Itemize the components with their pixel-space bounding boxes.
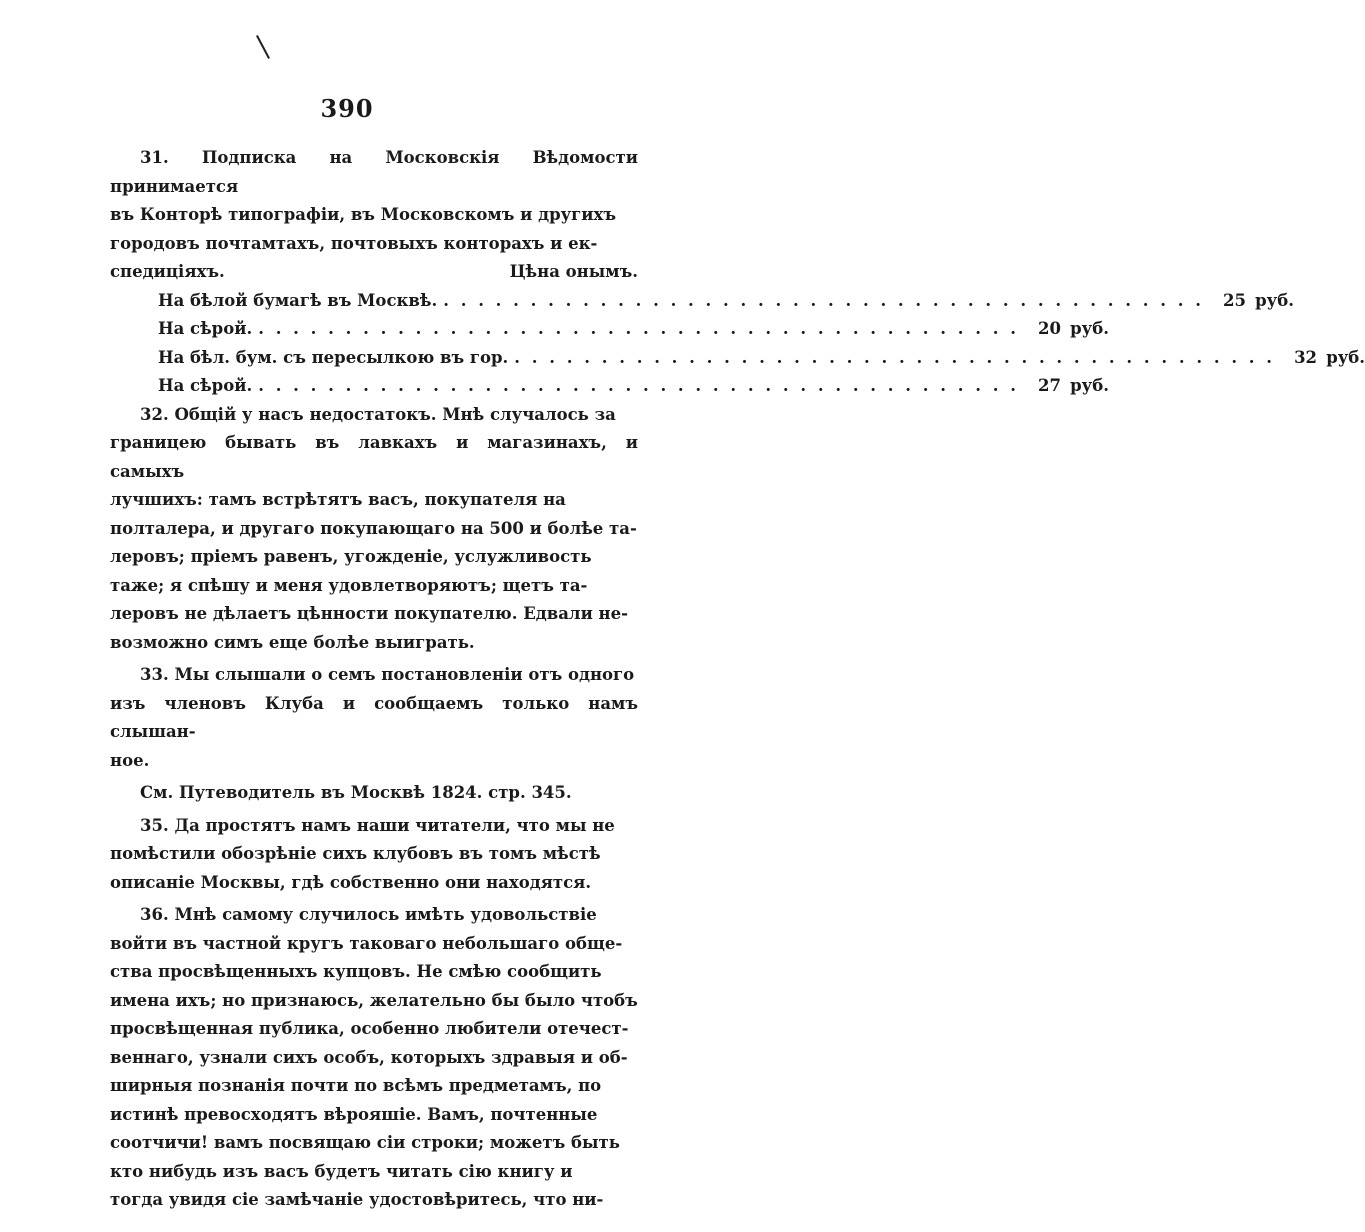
stray-mark [256,35,270,59]
text-line: 33. Мы слышали о семъ постановленіи отъ одного [140,665,635,684]
text-line: полталера, и другаго покупающаго на 500 и болѣе та- [110,518,637,538]
text-line: ширныя познанія почти по всѣмъ предметамъ, по [110,1076,602,1095]
text-line: изъ членовъ Клуба и сообщаемъ только намъ слышан- [110,693,638,741]
text-line: веннаго, узнали сихъ особъ, которыхъ здравыя и об- [110,1047,628,1067]
text-line: въ Конторѣ типографіи, въ Московскомъ и другихъ [110,205,617,224]
text-line: возможно симъ еще болѣе выиграть. [110,632,475,652]
price-amount: 32 [1294,347,1318,367]
text-line: лучшихъ: тамъ встрѣтятъ васъ, покупателя на [110,490,566,509]
leader-dots: . . . . . . . . . . . . . . . . . . . . . . . . . . . . . . . . . . . . . . . . . . . . [258,319,1019,338]
text-line: городовъ почтамтахъ, почтовыхъ конторахъ и ек- [110,233,598,253]
text-line: границею бывать въ лавкахъ и магазинахъ, и самыхъ [110,433,638,481]
text-line: таже; я спѣшу и меня удовлетворяютъ; щетъ та- [110,575,588,595]
price-label: На сѣрой. [158,319,253,338]
text-line: описаніе Москвы, гдѣ собственно они находятся. [110,872,592,892]
paragraph-32 [110,401,638,658]
price-amount: 27 [1038,376,1061,395]
leader-dots: . . . . . . . . . . . . . . . . . . . . . . . . . . . . . . . . . . . . . . . . . . . . [443,290,1204,310]
paragraph-31 [110,144,638,287]
text-line: 32. Общій у насъ недостатокъ. Мнѣ случалось за [140,404,616,424]
text-line: кто нибудь изъ васъ будетъ читать сію книгу и [110,1161,573,1181]
page-number: 390 [320,94,374,123]
paragraph-34 [110,779,638,808]
price-amount: 20 [1038,319,1061,338]
leader-dots: . . . . . . . . . . . . . . . . . . . . . . . . . . . . . . . . . . . . . . . . . . . . [258,376,1019,395]
text-line: 36. Мнѣ самому случилось имѣть удовольствіе [140,905,597,924]
price-row [110,287,1294,316]
paragraph-33 [110,661,638,775]
leader-dots: . . . . . . . . . . . . . . . . . . . . . . . . . . . . . . . . . . . . . . . . . . . . [514,347,1276,367]
text-line: войти въ частной кругъ таковаго небольшаго обще- [110,933,623,953]
text-line: имена ихъ; но признаюсь, желательно бы было чтобъ [110,990,638,1010]
text-line: истинѣ превосходятъ вѣрояшіе. Вамъ, почтенные [110,1104,598,1124]
text-line: 35. Да простятъ намъ наши читатели, что мы не [140,815,615,835]
paragraph-36 [110,901,638,1215]
text-line: помѣстили обозрѣніе сихъ клубовъ въ томъ мѣстѣ [110,844,601,863]
text-line: леровъ не дѣлаетъ цѣнности покупателю. Едвали не- [110,604,628,623]
price-currency: руб. [1255,290,1294,310]
price-currency: руб. [1070,319,1109,338]
page-text [110,144,1365,1215]
text-line: спедиціяхъ. [110,262,225,281]
text-line: См. Путеводитель въ Москвѣ 1824. стр. 345. [140,783,572,802]
price-caption: Цѣна онымъ. [509,262,638,281]
price-currency: руб. [1070,376,1109,395]
text-line: соотчичи! вамъ посвящаю сіи строки; можетъ быть [110,1133,620,1152]
text-line: тогда увидя сіе замѣчаніе удостовѣритесь, что ни- [110,1190,604,1209]
text-line: 31. Подписка на Московскія Вѣдомости принимается [110,148,638,196]
price-label: На бѣл. бум. съ пересылкою въ гор. [158,347,509,367]
price-caption-line [110,258,638,287]
price-list [110,287,1365,401]
price-currency: руб. [1326,347,1365,367]
price-row [110,344,1365,373]
text-line: ства просвѣщенныхъ купцовъ. Не смѣю сообщить [110,962,602,981]
text-line: просвѣщенная публика, особенно любители отечест- [110,1019,629,1038]
price-row [110,315,1109,344]
price-label: На сѣрой. [158,376,253,395]
text-line: леровъ; пріемъ равенъ, угожденіе, услужливость [110,547,592,566]
price-label: На бѣлой бумагѣ въ Москвѣ. [158,290,438,310]
price-row [110,372,1109,401]
text-line: ное. [110,750,150,770]
price-amount: 25 [1223,290,1246,310]
paragraph-35 [110,812,638,898]
